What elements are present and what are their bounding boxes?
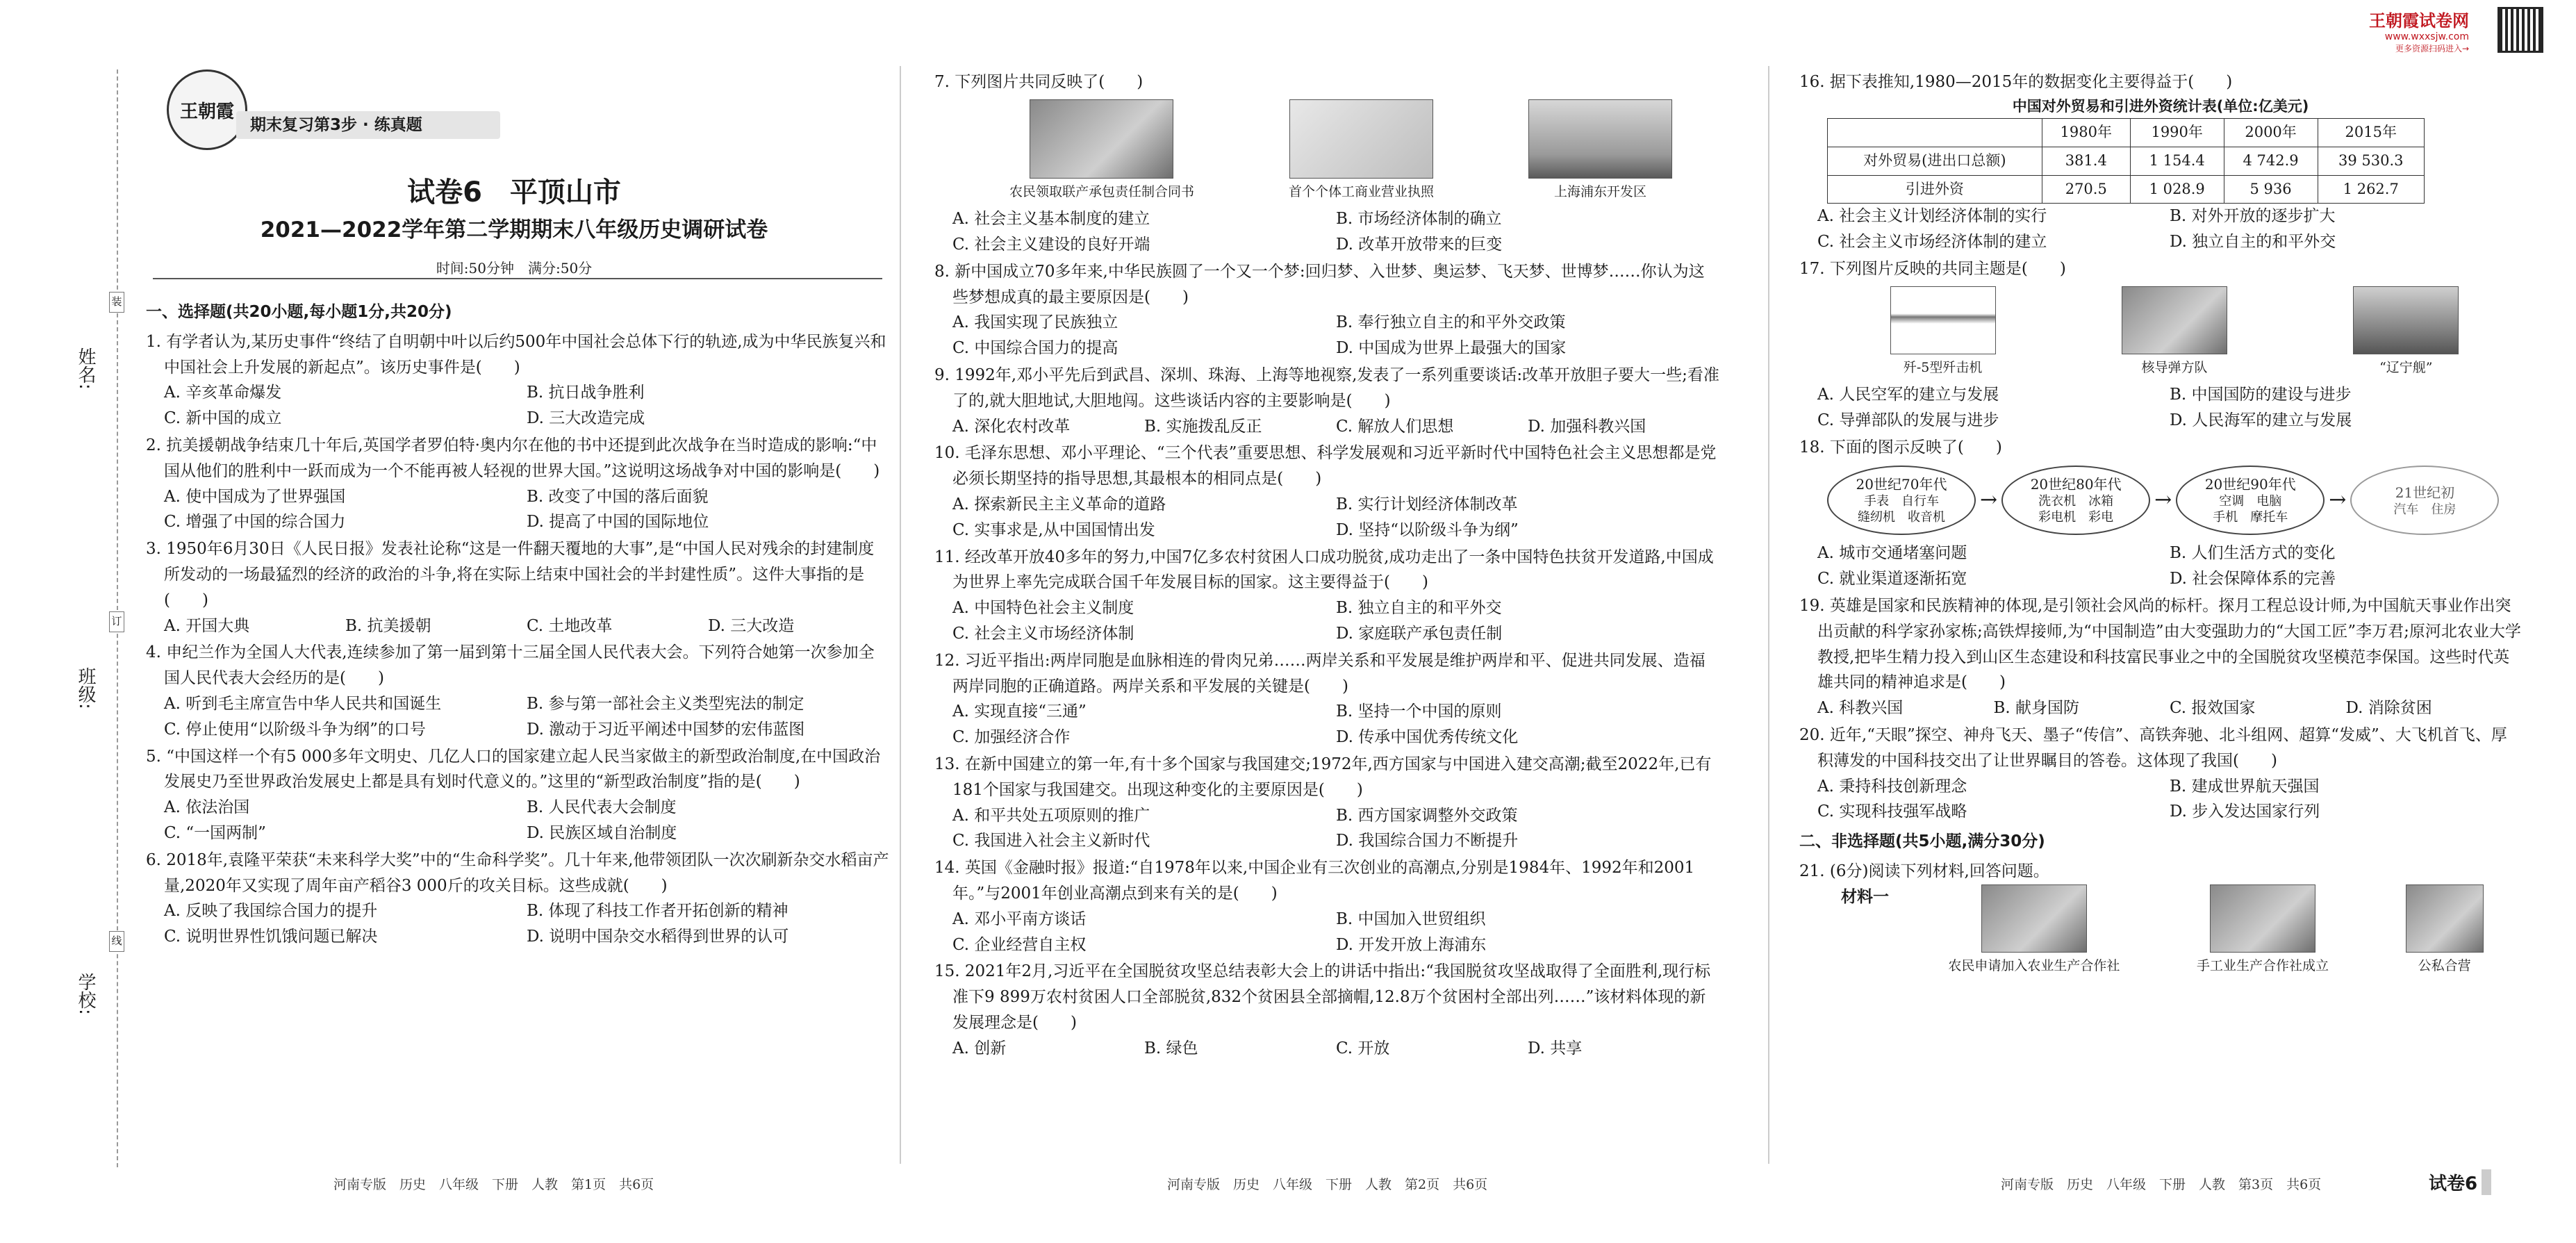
- binding-mark-1: 装: [109, 292, 124, 313]
- question-10: [934, 441, 1719, 543]
- option-a: A. 社会主义基本制度的建立: [952, 210, 1150, 229]
- option-d: D. 中国成为世界上最强大的国家: [1336, 339, 1567, 358]
- question-stem: 17. 下列图片反映的共同主题是( ): [1799, 259, 2066, 278]
- table-row: [1828, 175, 2425, 204]
- flow-node-2000s: [2350, 466, 2499, 535]
- binding-mark-2: 订: [109, 611, 124, 632]
- brand-url: www.wxxsjw.com: [2384, 31, 2469, 42]
- trade-table: [1827, 118, 2425, 204]
- option-d: D. 三大改造: [708, 616, 795, 635]
- option-a: A. 反映了我国综合国力的提升: [164, 902, 378, 921]
- option-a: A. 辛亥革命爆发: [164, 384, 282, 402]
- table-cell: 381.4: [2042, 147, 2130, 175]
- brand-name: 王朝霞试卷网: [2369, 11, 2469, 31]
- photo-jet: [1890, 286, 1996, 354]
- question-stem: 14. 英国《金融时报》报道:“自1978年以来,中国企业有三次创业的高潮点,分别是1984年、1992年和2001年。”与2001年创业高潮点到来有关的是( ): [934, 859, 1695, 903]
- option-d: D. 共享: [1528, 1039, 1583, 1057]
- question-stem: 1. 有学者认为,某历史事件“终结了自明朝中叶以后约500年中国社会总体下行的轨迹,成为中华民族复兴和中国社会上升发展的新起点”。该历史事件是( ): [146, 332, 886, 377]
- q17-image-2: [2122, 286, 2227, 378]
- q7-image-3: [1528, 99, 1672, 202]
- question-18: [1799, 435, 2522, 592]
- option-b: B. 实施拨乱反正: [1144, 417, 1262, 436]
- question-stem: 19. 英雄是国家和民族精神的体现,是引领社会风尚的标杆。探月工程总设计师,为中国航天事业作出突出贡献的科学家孙家栋;高铁焊接师,为“中国制造”由大变强助力的“大国工匠”李万君;原河北农业大学教授,把毕生精力投入到山区生态建设和科技富民事业之中的全国脱贫攻坚模范李保国。这些时代英雄共同的精神追求是( ): [1799, 596, 2521, 692]
- q17-image-1: [1890, 286, 1996, 378]
- option-b: B. 献身国防: [1993, 699, 2080, 718]
- image-caption: 农民申请加入农业生产合作社: [1948, 957, 2120, 973]
- option-c: C. 就业渠道逐渐拓宽: [1817, 570, 1967, 588]
- material-label: 材料一: [1841, 887, 1889, 906]
- arrow-right-icon: →: [2329, 488, 2347, 513]
- table-cell: 1 028.9: [2130, 175, 2224, 204]
- q7-image-2: [1289, 99, 1434, 202]
- option-b: B. 绿色: [1144, 1039, 1198, 1057]
- photo-pudong: [1528, 99, 1672, 179]
- image-caption: 歼-5型歼击机: [1903, 359, 1983, 375]
- photo-missiles: [2122, 286, 2227, 354]
- photo-contract: [1030, 99, 1173, 179]
- question-6: [146, 848, 889, 950]
- table-cell: 39 530.3: [2318, 147, 2424, 175]
- flow-item: 洗衣机 冰箱: [2038, 493, 2114, 509]
- flow-item: 缝纫机 收音机: [1858, 510, 1945, 525]
- image-caption: 上海浦东开发区: [1553, 183, 1646, 199]
- table-header-cell: [1828, 119, 2042, 147]
- option-d: D. 步入发达国家行列: [2170, 802, 2320, 821]
- q21-image-2: [2197, 884, 2329, 976]
- flow-item: 空调 电脑: [2219, 493, 2282, 509]
- footer-page-1: 河南专版 历史 八年级 下册 人教 第1页 共6页: [333, 1177, 654, 1192]
- question-stem: 15. 2021年2月,习近平在全国脱贫攻坚总结表彰大会上的讲话中指出:“我国脱贫攻坚战取得了全面胜利,现行标准下9 899万农村贫困人口全部脱贫,832个贫困县全部摘帽,12.8万个贫困村全部出列……”该材料体现的新发展理念是( ): [934, 962, 1711, 1032]
- flow-item: 手表 自行车: [1864, 493, 1939, 509]
- paper-tag: 试卷6: [2425, 1169, 2491, 1195]
- name-label: 姓名:: [75, 347, 96, 390]
- q21-image-3: [2406, 884, 2484, 976]
- arrow-right-icon: →: [1980, 488, 1998, 513]
- option-a: A. 人民空军的建立与发展: [1817, 385, 1999, 404]
- option-c: C. 土地改革: [527, 616, 613, 635]
- option-c: C. 解放人们思想: [1336, 417, 1454, 436]
- photo-joint-venture: [2406, 884, 2484, 953]
- question-8: [934, 259, 1719, 361]
- option-b: B. 抗美援朝: [345, 616, 431, 635]
- question-stem: 13. 在新中国建立的第一年,有十多个国家与我国建交;1972年,西方国家与中国进入建交高潮;截至2022年,已有181个国家与我国建交。出现这种变化的主要原因是( ): [934, 755, 1712, 799]
- option-a: A. 深化农村改革: [952, 417, 1071, 436]
- option-b: B. 中国国防的建设与进步: [2170, 385, 2352, 404]
- footer-page-3: 河南专版 历史 八年级 下册 人教 第3页 共6页: [2001, 1177, 2322, 1192]
- option-c: C. 停止使用“以阶级斗争为纲”的口号: [164, 720, 426, 739]
- option-c: C. 报效国家: [2170, 699, 2256, 718]
- option-c: C. 导弹部队的发展与进步: [1817, 411, 1999, 429]
- option-d: D. 人民海军的建立与发展: [2170, 411, 2352, 429]
- option-b: B. 体现了科技工作者开拓创新的精神: [527, 902, 789, 921]
- image-caption: “辽宁舰”: [2379, 359, 2433, 375]
- image-caption: 公私合营: [2418, 957, 2471, 973]
- option-d: D. 社会保障体系的完善: [2170, 570, 2336, 588]
- option-a: A. 听到毛主席宣告中华人民共和国诞生: [164, 694, 442, 713]
- question-16: [1799, 69, 2522, 255]
- option-d: D. 加强科教兴国: [1528, 417, 1646, 436]
- option-b: B. 改变了中国的落后面貌: [527, 487, 709, 506]
- question-15: [934, 959, 1719, 1061]
- flow-era: 20世纪90年代: [2204, 475, 2296, 493]
- option-a: A. 创新: [952, 1039, 1007, 1057]
- option-c: C. 加强经济合作: [952, 728, 1071, 747]
- question-stem: 5. “中国这样一个有5 000多年文明史、几亿人口的国家建立起人民当家做主的新型政治制度,在中国政治发展史乃至世界政治发展史上都是具有划时代意义的。”这里的“新型政治制度”指的是( ): [146, 747, 881, 791]
- question-stem: 12. 习近平指出:两岸同胞是血脉相连的骨肉兄弟……两岸关系和平发展是维护两岸和平、促进共同发展、造福两岸同胞的正确道路。两岸关系和平发展的关键是( ): [934, 651, 1706, 695]
- option-c: C. 说明世界性饥饿问题已解决: [164, 928, 378, 946]
- option-c: C. 实现科技强军战略: [1817, 802, 1967, 821]
- image-caption: 首个个体工商业营业执照: [1288, 183, 1434, 199]
- q7-image-1: [1009, 99, 1194, 202]
- option-d: D. 说明中国杂交水稻得到世界的认可: [527, 928, 789, 946]
- question-stem: 18. 下面的图示反映了( ): [1799, 438, 2002, 456]
- question-stem: 3. 1950年6月30日《人民日报》发表社论称“这是一件翻天覆地的大事”,是“中国人民对残余的封建制度所发动的一场最猛烈的经济的政治的斗争,将在实际上结束中国社会的半封建性质”。这件大事指的是( ): [146, 540, 875, 609]
- paper-title: 试卷6 平顶山市: [407, 176, 621, 208]
- option-b: B. 参与第一部社会主义类型宪法的制定: [527, 694, 804, 713]
- table-cell: 引进外资: [1828, 175, 2042, 204]
- section-1-title: 一、选择题(共20小题,每小题1分,共20分): [146, 303, 452, 321]
- option-a: A. 科教兴国: [1817, 699, 1904, 718]
- question-19: [1799, 593, 2522, 721]
- brand-logo: [2369, 7, 2469, 54]
- question-20: [1799, 723, 2522, 825]
- step-banner: [236, 111, 500, 139]
- question-stem: 20. 近年,“天眼”探空、神舟飞天、墨子“传信”、高铁奔驰、北斗组网、超算“发威”、大飞机首飞、厚积薄发的中国科技交出了让世界瞩目的答卷。这体现了我国( ): [1799, 725, 2507, 770]
- header-logo: [167, 69, 247, 150]
- table-header-cell: 2015年: [2318, 119, 2424, 147]
- section-2-title: 二、非选择题(共5小题,满分30分): [1799, 832, 2045, 851]
- photo-carrier: [2353, 286, 2459, 354]
- option-d: D. 传承中国优秀传统文化: [1336, 728, 1519, 747]
- flow-era: 21世纪初: [2395, 484, 2455, 501]
- header-rule: [153, 278, 882, 279]
- flow-node-1990s: [2176, 466, 2325, 535]
- table-header-cell: 2000年: [2224, 119, 2318, 147]
- option-a: A. 社会主义计划经济体制的实行: [1817, 207, 2047, 226]
- option-d: D. 我国综合国力不断提升: [1336, 832, 1519, 850]
- table-cell: 对外贸易(进出口总额): [1828, 147, 2042, 175]
- option-a: A. 依法治国: [164, 798, 250, 817]
- paper-meta: 时间:50分钟 满分:50分: [436, 260, 593, 277]
- column-3: [1799, 69, 2522, 978]
- table-header-cell: 1980年: [2042, 119, 2130, 147]
- option-d: D. 开发开放上海浦东: [1336, 935, 1487, 954]
- step-label: 期末复习第3步 · 练真题: [250, 116, 422, 134]
- flow-item: 彩电机 彩电: [2038, 510, 2114, 525]
- question-stem: 6. 2018年,袁隆平荣获“未来科学大奖”中的“生命科学奖”。几十年来,他带领团队一次次刷新杂交水稻亩产量,2020年又实现了周年亩产稻谷3 000斤的攻关目标。这些成就( ): [146, 850, 889, 895]
- brand-tagline: 更多资源扫码进入→: [2395, 44, 2469, 53]
- image-caption: 农民领取联产承包责任制合同书: [1009, 183, 1194, 199]
- image-caption: 核导弹方队: [2141, 359, 2208, 375]
- question-17: [1799, 256, 2522, 434]
- option-a: A. 秉持科技创新理念: [1817, 777, 1967, 796]
- option-b: B. 实行计划经济体制改革: [1336, 495, 1518, 513]
- option-a: A. 开国大典: [164, 616, 250, 635]
- column-divider-1: [900, 66, 901, 1164]
- flow-era: 20世纪70年代: [1856, 475, 1947, 493]
- option-c: C. 新中国的成立: [164, 409, 282, 428]
- question-4: [146, 640, 889, 742]
- option-b: B. 人们生活方式的变化: [2170, 544, 2336, 563]
- option-a: A. 探索新民主主义革命的道路: [952, 495, 1166, 513]
- class-label: 班级:: [75, 667, 96, 709]
- option-c: C. 社会主义市场经济体制的建立: [1817, 232, 2047, 251]
- option-b: B. 市场经济体制的确立: [1336, 210, 1502, 229]
- flow-item: 手机 摩托车: [2213, 510, 2288, 525]
- arrow-right-icon: →: [2154, 488, 2172, 513]
- evolution-diagram: [1799, 466, 2522, 535]
- option-c: C. 社会主义市场经济体制: [952, 624, 1134, 643]
- image-caption: 手工业生产合作社成立: [2197, 957, 2329, 973]
- photo-cooperative: [1981, 884, 2087, 953]
- question-stem: 9. 1992年,邓小平先后到武昌、深圳、珠海、上海等地视察,发表了一系列重要谈话:改革开放胆子要大一些;看准了的,就大胆地试,大胆地闯。这些谈话内容的主要影响是( ): [934, 365, 1719, 410]
- option-a: A. 中国特色社会主义制度: [952, 599, 1134, 618]
- question-stem: 10. 毛泽东思想、邓小平理论、“三个代表”重要思想、科学发展观和习近平新时代中国特色社会主义思想都是党必须长期坚持的指导思想,其最根本的相同点是( ): [934, 444, 1717, 488]
- question-stem: 16. 据下表推知,1980—2015年的数据变化主要得益于( ): [1799, 73, 2233, 91]
- table-title: 中国对外贸易和引进外资统计表(单位:亿美元): [2012, 97, 2309, 115]
- option-a: A. 邓小平南方谈话: [952, 909, 1087, 928]
- option-d: D. 独立自主的和平外交: [2170, 232, 2336, 251]
- column-1: [146, 295, 889, 951]
- question-5: [146, 744, 889, 846]
- option-a: A. 城市交通堵塞问题: [1817, 544, 1967, 563]
- binding-mark-3: 线: [109, 931, 124, 952]
- option-c: C. 我国进入社会主义新时代: [952, 832, 1150, 850]
- option-d: D. 激动于习近平阐述中国梦的宏伟蓝图: [527, 720, 805, 739]
- flow-era: 20世纪80年代: [2030, 475, 2122, 493]
- option-d: D. 家庭联产承包责任制: [1336, 624, 1503, 643]
- option-b: B. 对外开放的逐步扩大: [2170, 207, 2336, 226]
- paper-subtitle: 2021—2022学年第二学期期末八年级历史调研试卷: [260, 217, 768, 242]
- question-3: [146, 536, 889, 639]
- question-12: [934, 648, 1719, 750]
- table-row: [1828, 147, 2425, 175]
- option-a: A. 我国实现了民族独立: [952, 313, 1118, 332]
- option-b: B. 建成世界航天强国: [2170, 777, 2320, 796]
- photo-license: [1289, 99, 1433, 179]
- option-a: A. 使中国成为了世界强国: [164, 487, 346, 506]
- question-stem: 21. (6分)阅读下列材料,回答问题。: [1799, 862, 2049, 880]
- option-d: D. 民族区域自治制度: [527, 823, 677, 842]
- option-a: A. 实现直接“三通”: [952, 702, 1087, 721]
- table-cell: 4 742.9: [2224, 147, 2318, 175]
- logo-text: 王朝霞: [179, 101, 234, 122]
- option-d: D. 三大改造完成: [527, 409, 645, 428]
- question-stem: 2. 抗美援朝战争结束几十年后,英国学者罗伯特·奥内尔在他的书中还提到此次战争在当时造成的影响:“中国从他们的胜利中一跃而成为一个不能再被人轻视的世界大国。”这说明这场战争对中国的影响是( ): [146, 436, 880, 480]
- option-c: C. 中国综合国力的提高: [952, 339, 1118, 358]
- question-stem: 8. 新中国成立70多年来,中华民族圆了一个又一个梦:回归梦、入世梦、奥运梦、飞天梦、世博梦……你认为这些梦想成真的最主要原因是( ): [934, 262, 1705, 306]
- question-stem: 11. 经改革开放40多年的努力,中国7亿多农村贫困人口成功脱贫,成功走出了一条中国特色扶贫开发道路,中国成为世界上率先完成联合国千年发展目标的国家。这主要得益于( ): [934, 548, 1714, 592]
- option-a: A. 和平共处五项原则的推广: [952, 806, 1150, 825]
- table-cell: 270.5: [2042, 175, 2130, 204]
- question-2: [146, 433, 889, 535]
- option-b: B. 独立自主的和平外交: [1336, 599, 1502, 618]
- q21-image-1: [1948, 884, 2120, 976]
- option-b: B. 抗日战争胜利: [527, 384, 645, 402]
- option-c: C. 增强了中国的综合国力: [164, 513, 346, 532]
- option-b: B. 西方国家调整外交政策: [1336, 806, 1518, 825]
- question-13: [934, 752, 1719, 854]
- option-c: C. 企业经营自主权: [952, 935, 1087, 954]
- question-14: [934, 855, 1719, 957]
- qr-code-icon: [2497, 7, 2543, 53]
- column-2: [934, 69, 1719, 1062]
- option-d: D. 消除贫困: [2345, 699, 2432, 718]
- option-b: B. 坚持一个中国的原则: [1336, 702, 1502, 721]
- option-d: D. 提高了中国的国际地位: [527, 513, 709, 532]
- table-cell: 1 262.7: [2318, 175, 2424, 204]
- option-b: B. 奉行独立自主的和平外交政策: [1336, 313, 1566, 332]
- question-11: [934, 545, 1719, 647]
- footer-page-2: 河南专版 历史 八年级 下册 人教 第2页 共6页: [1167, 1177, 1488, 1192]
- question-7: [934, 69, 1719, 258]
- question-stem: 4. 申纪兰作为全国人大代表,连续参加了第一届到第十三届全国人民代表大会。下列符合她第一次参加全国人民代表大会经历的是( ): [146, 643, 875, 688]
- option-d: D. 改革开放带来的巨变: [1336, 235, 1503, 254]
- table-header-cell: 1990年: [2130, 119, 2224, 147]
- option-c: C. “一国两制”: [164, 823, 266, 842]
- photo-handicraft: [2210, 884, 2315, 953]
- column-divider-2: [1768, 66, 1769, 1164]
- question-21: [1799, 859, 2522, 976]
- school-label: 学校:: [75, 973, 96, 1015]
- table-header-row: [1828, 119, 2425, 147]
- option-c: C. 实事求是,从中国国情出发: [952, 520, 1155, 539]
- option-b: B. 中国加入世贸组织: [1336, 909, 1486, 928]
- question-1: [146, 329, 889, 431]
- flow-item: 汽车 住房: [2393, 502, 2457, 517]
- question-9: [934, 363, 1719, 439]
- table-cell: 1 154.4: [2130, 147, 2224, 175]
- flow-node-1980s: [2001, 466, 2150, 535]
- question-stem: 7. 下列图片共同反映了( ): [934, 73, 1143, 91]
- option-c: C. 社会主义建设的良好开端: [952, 235, 1150, 254]
- flow-node-1970s: [1827, 466, 1976, 535]
- q17-image-3: [2353, 286, 2459, 378]
- option-b: B. 人民代表大会制度: [527, 798, 677, 817]
- option-d: D. 坚持“以阶级斗争为纲”: [1336, 520, 1519, 539]
- option-c: C. 开放: [1336, 1039, 1390, 1057]
- table-cell: 5 936: [2224, 175, 2318, 204]
